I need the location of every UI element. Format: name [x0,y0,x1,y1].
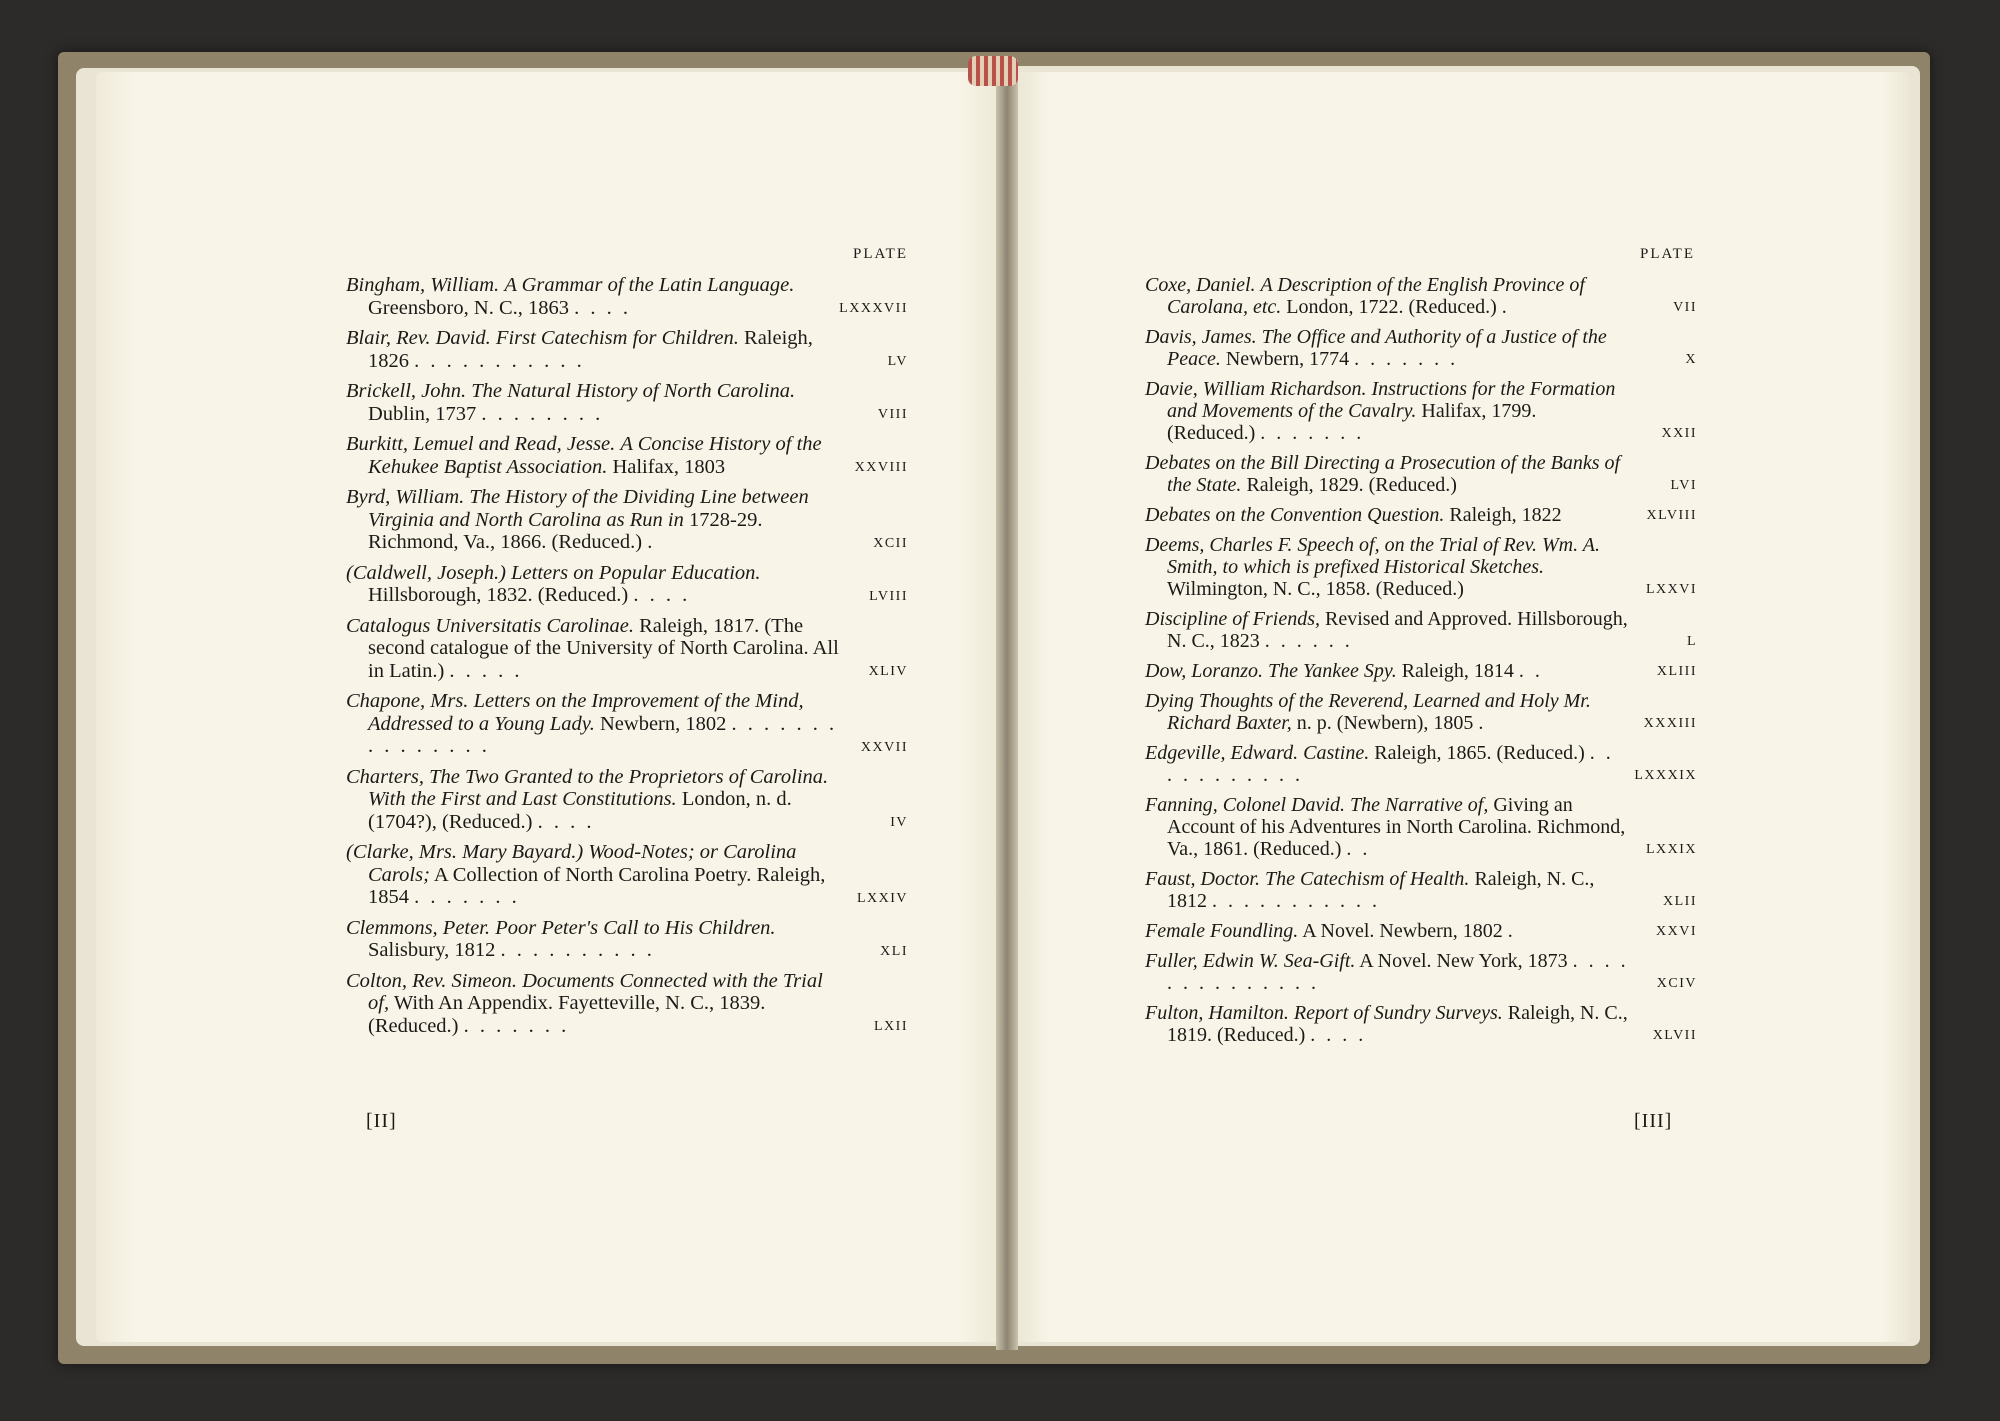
entry-author: Charters, [346,765,425,788]
left-page-index [346,246,916,1045]
entry-author: Fulton, Hamilton. [1145,1002,1289,1024]
plate-number: X [1685,352,1697,367]
plate-number: LXXIX [1645,842,1697,857]
entry-text [346,690,842,758]
entry-text [346,274,842,319]
entry-text [1145,452,1629,496]
entry-leader-dots: . . . . . . . [1260,422,1365,444]
entry-details: Halifax, 1799. (Reduced.) [1167,400,1537,444]
entry-text [346,766,842,834]
entry-details: With An Appendix. Fayetteville, N. C., 1839. (Reduced.) [368,992,766,1037]
entry-list [1145,254,1701,1046]
entry-title: Castine. [1303,742,1370,764]
entry-leader-dots: . . . . [574,296,631,319]
plate-number: XXII [1661,426,1697,441]
entry-author: Bingham, William. [346,274,500,296]
plate-number: XLIV [868,664,908,679]
entry-details: Revised and Approved. Hillsborough, N. C., 1823 [1167,608,1628,652]
entry-leader-dots: . . . . . . . . [481,402,604,425]
entry-title: Catalogus Universitatis Carolinae. [346,614,634,637]
entry-details: Newbern, 1802 [599,712,727,735]
entry-leader-dots: . . [1518,660,1543,682]
entry-leader-dots: . . . . . . . . . . . [1167,742,1614,786]
plate-number: XCII [873,535,908,551]
entry-details: Newbern, 1774 [1225,348,1350,370]
entry-leader-dots: . . . . . . . . . . . [1212,890,1380,912]
entry-text [346,327,842,372]
entry-author: Faust, Doctor. [1145,868,1260,890]
entry-title: Speech of, on the Trial of Rev. Wm. A. Smith, to which is prefixed Historical Sketches. [1167,534,1600,578]
entry-leader-dots: . [1501,296,1510,318]
entry-text [346,380,842,425]
plate-number: XXVI [1656,924,1697,939]
entry-author: Edgeville, Edward. [1145,742,1299,764]
entry-title: The Office and Authority of a Justice of the Peace. [1167,326,1607,370]
entry-title: The Two Granted to the Proprietors of Carolina. With the First and Last Constitutions. [368,765,829,810]
entry-title: Letters on the Improvement of the Mind, Addressed to a Young Lady. [368,690,804,735]
index-entry [1145,378,1701,444]
entry-text [1145,534,1629,600]
entry-details: Raleigh, N. C., 1819. (Reduced.) [1167,1002,1628,1046]
entry-title: The Narrative of, [1349,794,1489,816]
entry-title: The Natural History of North Carolina. [471,380,796,402]
entry-details: Raleigh, 1865. (Reduced.) [1374,742,1585,764]
index-entry [346,766,916,834]
entry-author: Davie, William Richardson. [1145,378,1367,400]
entry-text [1145,690,1629,734]
index-entry [1145,794,1701,860]
index-entry [1145,452,1701,496]
entry-text [1145,608,1629,652]
index-entry [1145,326,1701,370]
right-page-index [1145,246,1701,1054]
entry-title: Letters on Popular Education. [511,561,761,584]
plate-number: XXVIII [854,460,908,475]
plate-number: LXII [874,1019,908,1034]
index-entry [1145,920,1701,942]
index-entry [1145,950,1701,994]
index-entry [346,917,916,962]
index-entry [346,486,916,554]
entry-title: Documents Connected with the Trial of, [368,969,823,1014]
entry-text [346,433,842,478]
index-entry [1145,660,1701,682]
entry-author: Fanning, Colonel David. [1145,794,1345,816]
entry-title: Debates on the Bill Directing a Prosecution of the Banks of the State. [1145,452,1621,496]
plate-number: IV [890,815,908,830]
entry-leader-dots: . . . . . . . . . . . . . . . [368,712,838,757]
entry-author: Deems, Charles F. [1145,534,1293,556]
index-entry [346,274,916,319]
entry-author: Davis, James. [1145,326,1257,348]
entry-leader-dots: . [647,531,656,553]
entry-title: A Concise History of the Kehukee Baptist Association. [368,433,822,478]
entry-details: A Novel. Newbern, 1802 [1302,920,1503,942]
entry-author: Clemmons, Peter. [346,916,491,939]
entry-title: Dying Thoughts of the Reverend, Learned and Holy Mr. Richard Baxter, [1145,690,1591,734]
index-entry [346,841,916,909]
entry-author: Coxe, Daniel. [1145,274,1256,296]
entry-text [1145,794,1629,860]
index-entry [1145,868,1701,912]
index-entry [346,562,916,607]
entry-leader-dots: . . . . [1310,1024,1367,1046]
entry-title: A Grammar of the Latin Language. [504,274,795,296]
index-entry [1145,534,1701,600]
entry-leader-dots: . . . . . . [1264,630,1353,652]
entry-text [1145,378,1629,444]
entry-text [1145,920,1629,942]
plate-number: LXXXIX [1634,768,1697,783]
entry-author: Burkitt, Lemuel and Read, Jesse. [346,433,616,455]
entry-author: Brickell, John. [346,380,467,402]
entry-text [346,486,842,554]
book-gutter [996,60,1018,1350]
entry-details: Hillsborough, 1832. (Reduced.) [368,584,629,606]
index-entry [1145,274,1701,318]
plate-number: VII [1673,300,1697,315]
index-entry [346,970,916,1038]
entry-title: Poor Peter's Call to His Children. [495,916,776,939]
entry-details: Raleigh, 1826 [368,327,813,372]
entry-text [346,562,842,607]
index-entry [1145,742,1701,786]
entry-author: Dow, Loranzo. [1145,660,1263,682]
entry-title: Female Foundling. [1145,920,1299,942]
entry-leader-dots: . . . . . . . . . . . [414,349,585,372]
index-entry [1145,1002,1701,1046]
entry-text [346,615,842,683]
entry-title: The Yankee Spy. [1268,660,1397,682]
entry-details: A Novel. New York, 1873 [1359,950,1568,972]
plate-column-header: PLATE [853,246,908,262]
entry-details: Salisbury, 1812 [368,939,496,961]
entry-leader-dots: . . . . [633,584,691,606]
entry-title: A Description of the English Province of Carolana, etc. [1167,274,1585,318]
entry-author: Colton, Rev. Simeon. [346,969,517,992]
entry-author: Blair, Rev. David. [346,327,491,349]
entry-text [346,970,842,1038]
entry-title: The History of the Dividing Line between Virginia and North Carolina as Run in [368,486,809,531]
index-entry [1145,608,1701,652]
entry-details: Giving an Account of his Adventures in North Carolina. Richmond, Va., 1861. (Reduced.) [1167,794,1626,860]
entry-details: Raleigh, 1814 [1401,660,1514,682]
entry-leader-dots: . . [1346,838,1371,860]
entry-details: Raleigh, 1822 [1449,504,1562,526]
plate-number: VIII [877,407,908,422]
entry-title: Debates on the Convention Question. [1145,504,1445,526]
entry-details: n. p. (Newbern), 1805 [1296,712,1474,734]
entry-leader-dots: . . . . . . . . . . . . . . [1167,950,1629,994]
entry-title: Sea-Gift. [1283,950,1356,972]
entry-leader-dots: . . . . . . . . . . [500,939,655,961]
entry-text [1145,1002,1629,1046]
plate-number: XLIII [1656,664,1697,679]
entry-text [1145,504,1629,526]
plate-number: XLVII [1652,1028,1697,1043]
entry-details: A Collection of North Carolina Poetry. Raleigh, 1854 [368,863,826,908]
plate-number: LV [887,354,908,369]
entry-details: Wilmington, N. C., 1858. (Reduced.) [1167,578,1464,600]
entry-author: (Caldwell, Joseph.) [346,561,506,584]
entry-details: London, 1722. (Reduced.) [1286,296,1497,318]
entry-leader-dots: . [1478,712,1487,734]
plate-column-header: PLATE [1640,246,1695,262]
plate-number: XLVIII [1646,508,1697,523]
page-number: [III] [1634,1110,1673,1132]
plate-number: XLI [880,943,908,959]
entry-text [1145,660,1629,682]
entry-text [1145,868,1629,912]
entry-title: The Catechism of Health. [1265,868,1470,890]
entry-title: First Catechism for Children. [495,327,739,349]
entry-details: London, n. d. (1704?), (Reduced.) [368,788,792,833]
plate-number: XXVII [860,739,908,755]
entry-details: Halifax, 1803 [612,455,726,478]
entry-leader-dots: . . . . [537,810,595,833]
entry-author: Byrd, William. [346,486,465,508]
entry-text [1145,742,1629,786]
plate-number: LVI [1670,478,1697,493]
entry-text [346,841,842,909]
plate-number: LVIII [869,588,908,604]
index-entry [346,380,916,425]
binding-stitch [968,56,1018,86]
plate-number: XXXIII [1643,716,1697,731]
entry-details: Dublin, 1737 [368,402,477,425]
index-entry [346,690,916,758]
entry-details: Raleigh, 1829. (Reduced.) [1246,474,1457,496]
plate-number: LXXXVII [839,301,908,316]
entry-author: (Clarke, Mrs. Mary Bayard.) [346,841,584,863]
plate-number: XCIV [1656,976,1697,991]
index-entry [1145,690,1701,734]
entry-leader-dots: . [1507,920,1516,942]
entry-text [1145,274,1629,318]
index-entry [346,433,916,478]
entry-details: Raleigh, 1817. (The second catalogue of the University of North Carolina. All in Latin.) [368,614,839,682]
plate-number: XLII [1663,894,1697,909]
entry-details: Raleigh, N. C., 1812 [1167,868,1595,912]
index-entry [346,615,916,683]
entry-title: Wood-Notes; or Carolina Carols; [368,841,797,886]
entry-title: Instructions for the Formation and Movements of the Cavalry. [1167,378,1616,422]
entry-details: Greensboro, N. C., 1863 [368,296,569,319]
entry-leader-dots: . . . . . . . [1354,348,1459,370]
entry-text [1145,950,1629,994]
index-entry [1145,504,1701,526]
entry-author: Chapone, Mrs. [346,690,469,712]
entry-text [346,917,842,962]
entry-leader-dots: . . . . . [449,659,523,682]
entry-text [1145,326,1629,370]
index-entry [346,327,916,372]
entry-title: Report of Sundry Surveys. [1293,1002,1503,1024]
plate-number: L [1686,634,1697,649]
page-number: [II] [366,1110,397,1132]
entry-leader-dots: . . . . . . . [414,886,520,908]
plate-number: LXXIV [856,890,908,906]
entry-list [346,254,916,1037]
entry-author: Fuller, Edwin W. [1145,950,1279,972]
entry-title: Discipline of Friends, [1145,608,1320,630]
entry-details: 1728-29. Richmond, Va., 1866. (Reduced.) [368,508,763,553]
entry-leader-dots: . . . . . . . [463,1014,570,1037]
plate-number: LXXVI [1645,582,1697,597]
